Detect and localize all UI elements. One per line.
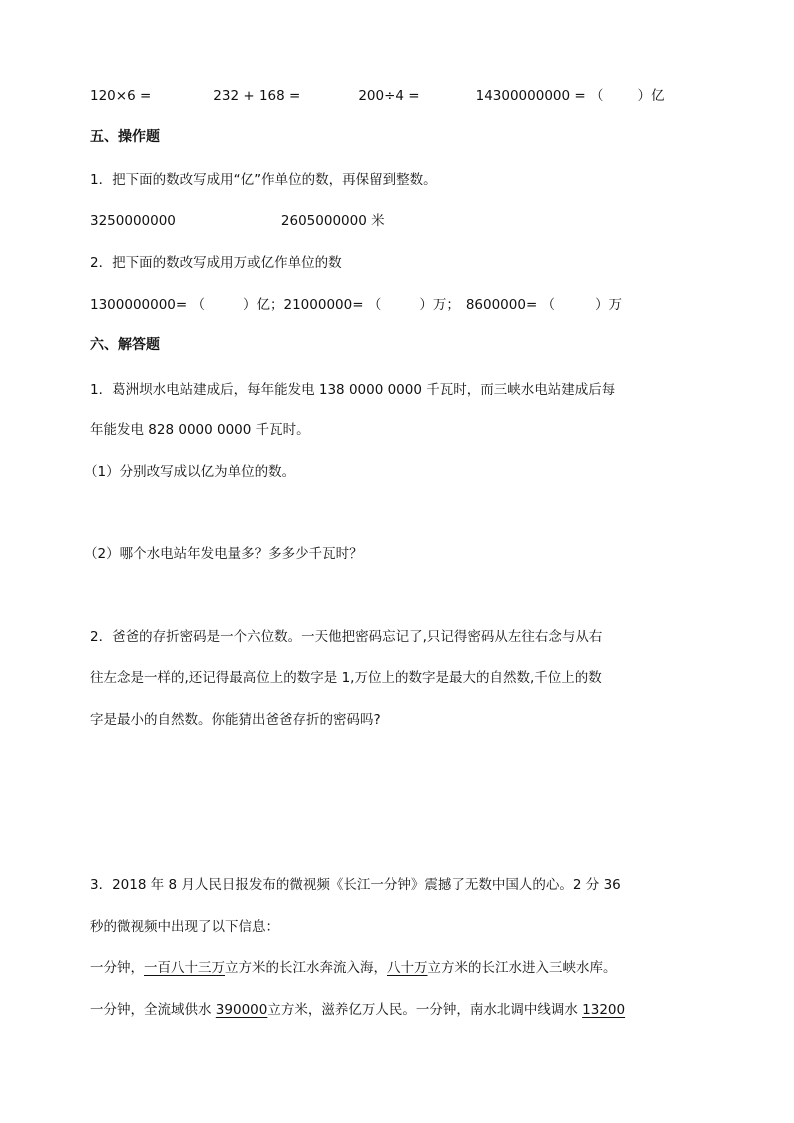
s5-q1-n1: 3250000000 xyxy=(90,213,176,229)
s6-p3-l4-underlined-2: 13200 xyxy=(582,1002,626,1018)
s6-p2-line3: 字是最小的自然数。你能猜出爸爸存折的密码吗? xyxy=(90,712,381,728)
s6-p3-l3-a: 一分钟， xyxy=(90,960,144,976)
s6-p3-line1: 3．2018 年 8 月人民日报发布的微视频《长江一分钟》震撼了无数中国人的心。2 分 36 xyxy=(90,877,621,893)
s5-q1-numbers xyxy=(90,212,385,230)
s5-q2-a-unit: ）亿； xyxy=(243,297,284,313)
calc-1: 120×6 = xyxy=(90,88,152,104)
s6-p3-line3 xyxy=(90,959,617,977)
s6-p3-l4-b: 立方米，滋养亿万人民。一分钟，南水北调中线调水 xyxy=(267,1002,583,1018)
s6-p3-l3-underlined-1: 一百八十三万 xyxy=(144,960,225,976)
s6-p1-line2: 年能发电 828 0000 0000 千瓦时。 xyxy=(90,422,310,438)
calc-2: 232 + 168 = xyxy=(213,88,301,104)
s6-p3-line4 xyxy=(90,1001,625,1019)
calc-4-left: 14300000000 = （ xyxy=(475,88,604,104)
s6-p3-l3-underlined-2: 八十万 xyxy=(387,960,428,976)
calc-4-right: ）亿 xyxy=(637,88,665,104)
s6-p1-line1: 1．葛洲坝水电站建成后，每年能发电 138 0000 0000 千瓦时，而三峡水电站建成后每 xyxy=(90,382,616,398)
s6-p3-l4-a: 一分钟，全流域供水 xyxy=(90,1002,216,1018)
s5-q2-a: 1300000000= （ xyxy=(90,297,205,313)
section-6-title: 六、解答题 xyxy=(90,337,160,353)
section-5-title: 五、操作题 xyxy=(90,129,160,145)
s6-p2-line2: 往左念是一样的,还记得最高位上的数字是 1,万位上的数字是最大的自然数,千位上的数 xyxy=(90,670,602,686)
s5-q1-n2: 2605000000 米 xyxy=(280,213,385,229)
s5-q1: 1．把下面的数改写成用“亿”作单位的数，再保留到整数。 xyxy=(90,172,437,188)
s5-q2-row xyxy=(90,296,622,314)
s6-p3-l4-underlined-1: 390000 xyxy=(215,1002,268,1018)
s6-p1-sub2: （2）哪个水电站年发电量多？多多少千瓦时？ xyxy=(84,546,363,562)
s5-q2-c: 8600000= （ xyxy=(465,297,556,313)
s6-p1-sub1: （1）分别改写成以亿为单位的数。 xyxy=(84,464,296,480)
s5-q2-b: 21000000= （ xyxy=(283,297,382,313)
s6-p3-line2: 秒的微视频中出现了以下信息： xyxy=(90,919,279,935)
s5-q2: 2．把下面的数改写成用万或亿作单位的数 xyxy=(90,255,342,271)
s6-p2-line1: 2．爸爸的存折密码是一个六位数。一天他把密码忘记了,只记得密码从左往右念与从右 xyxy=(90,629,603,645)
calc-3: 200÷4 = xyxy=(358,88,420,104)
s5-q2-b-unit: ）万； xyxy=(419,297,460,313)
s5-q2-c-unit: ）万 xyxy=(595,297,623,313)
calc-row xyxy=(90,87,664,105)
s6-p3-l3-b: 立方米的长江水奔流入海， xyxy=(225,960,387,976)
s6-p3-l3-c: 立方米的长江水进入三峡水库。 xyxy=(427,960,617,976)
